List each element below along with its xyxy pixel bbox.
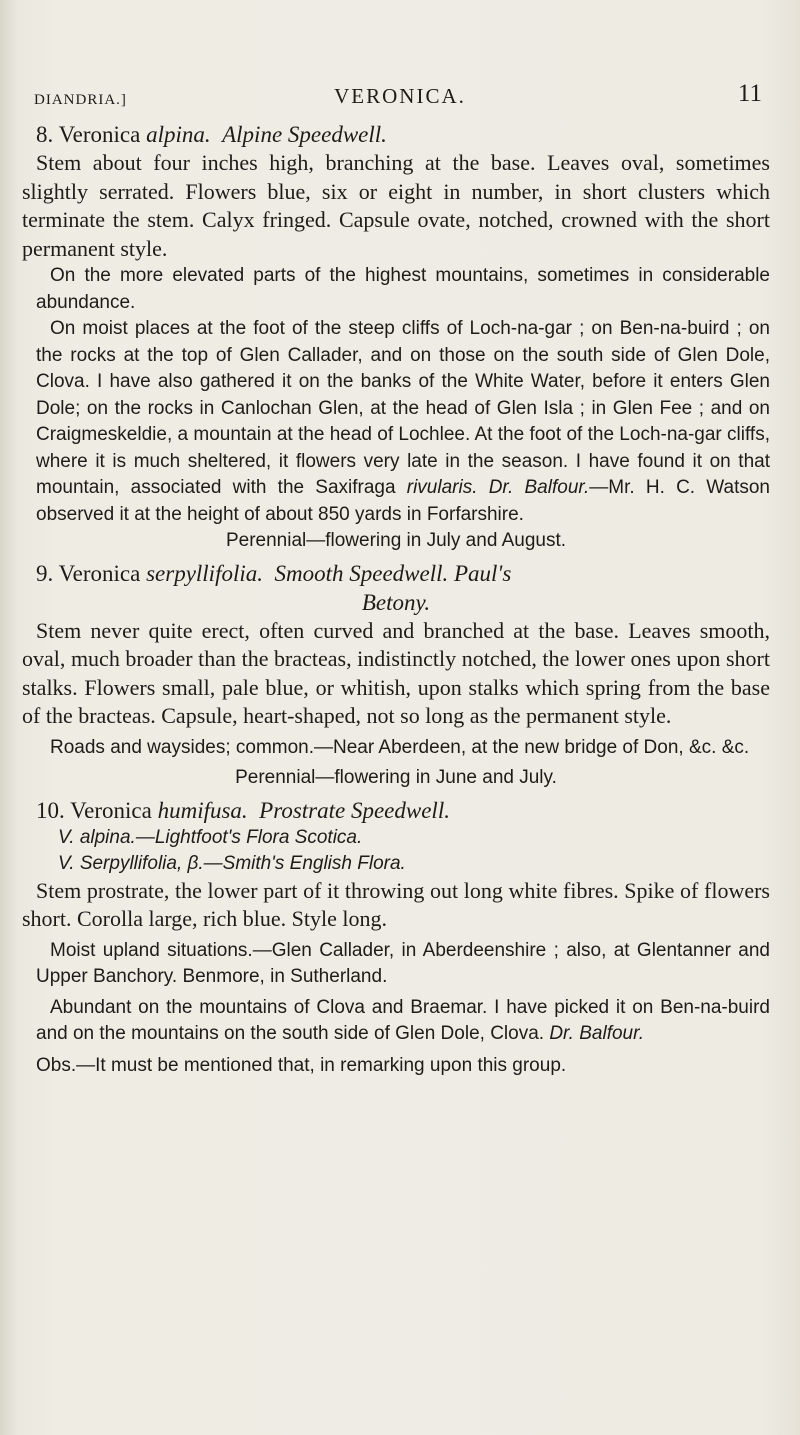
entry-9-description: Stem never quite erect, often curved and branched at the base. Leaves smooth, oval, much broader than the bracteas, indistinctly notched, the lower ones upon short stalks. Flowers small, pale blue, or whitish, upon stalks which spring from the base of the bracteas. Capsule, heart-shaped, not so long as the permanent style. [22,617,770,728]
entry-10-synonym-2 [22,851,770,877]
entry-10-heading [22,796,770,825]
entry-8-habitat-1: On the more elevated parts of the highest mountains, sometimes in considerable abundance. [36,265,770,313]
entry-8-authority: Dr. Balfour. [488,477,590,498]
entry-9-habitat: Roads and waysides; common.—Near Aberdeen, at the new bridge of Don, &c. &c. [50,736,750,758]
entry-8-common-name: Alpine Speedwell. [222,122,387,147]
entry-8-habitat-2-species: rivularis. [406,477,478,498]
header-section: DIANDRIA.] [34,92,127,108]
entry-9-heading [22,559,770,588]
synonym-2-reference: —Smith's English Flora. [203,852,406,874]
entry-8-species: alpina. [146,122,211,147]
entry-9-species: serpyllifolia. [146,560,263,586]
page-body [22,120,770,1080]
header-title: VERONICA. [334,84,466,108]
entry-8-habitat-2-end: —Mr. H. C. Watson observed it at the height of about 850 yards in Forfarshire. [36,477,770,525]
entry-10-common-name: Prostrate Speedwell. [259,797,450,823]
entry-10-authority: Dr. Balfour. [549,1023,645,1044]
synonym-1-reference: —Lightfoot's Flora Scotica. [135,826,363,848]
running-header [34,82,766,112]
synonym-2-species: V. Serpyllifolia, β. [58,852,204,874]
entry-10-habitat-2 [22,995,770,1048]
entry-10-description: Stem prostrate, the lower part of it throwing out long white fibres. Spike of flowers short. Corolla large, rich blue. Style long. [22,877,770,931]
obs-label: Obs. [36,1054,77,1076]
entry-8-habitat-2-text: On moist places at the foot of the steep cliffs of Loch-na-gar ; on Ben-na-buird ; on the rocks at the top of Glen Callader, and on those on the south side of Glen Dole, Clova. I have also gathered it on the banks of the White Water, before it enters Glen Dole; on the rocks in Canlochan Glen, at the head of Glen Isla ; in Glen Fee ; and on Craigmeskeldie, a mountain at the head of Lochlee. At the foot of the Loch-na-gar cliffs, where it is much sheltered, it flowers very late in the season. I have found it on that mountain, associated with the Saxifraga [36,318,770,498]
synonym-1-species: V. alpina. [58,826,136,848]
entry-9-heading-cont: Betony. [361,589,431,615]
entry-8-number: 8. Veronica [36,122,147,147]
entry-10-species: humifusa. [157,797,248,823]
observation-note [22,1052,770,1080]
entry-10-habitat-1: Moist upland situations.—Glen Callader, in Aberdeenshire ; also, at Glentanner and Upper Banchory. Benmore, in Sutherland. [36,939,770,987]
entry-8-description: Stem about four inches high, branching at the base. Leaves oval, sometimes slightly serrated. Flowers blue, six or eight in number, in short clusters which terminate the stem. Calyx fringed. Capsule ovate, notched, crowned with the short permanent style. [22,150,770,261]
entry-10-synonym-1 [22,825,770,851]
entry-10-number: 10. Veronica [36,797,158,823]
entry-9-number: 9. Veronica [36,560,147,586]
entry-8-heading [22,120,770,149]
entry-8-perennial: Perennial—flowering in July and August. [225,530,567,551]
page-number: 11 [737,80,762,107]
entry-9-common-name: Smooth Speedwell. Paul's [274,560,512,586]
obs-text: —It must be mentioned that, in remarking upon this group. [76,1054,567,1076]
entry-10-habitat-2-text: Abundant on the mountains of Clova and Braemar. I have picked it on Ben-na-buird and on the mountains on the south side of Glen Dole, Clova. [36,996,770,1044]
entry-8-habitat-2 [22,316,770,528]
entry-9-perennial: Perennial—flowering in June and July. [235,767,557,788]
